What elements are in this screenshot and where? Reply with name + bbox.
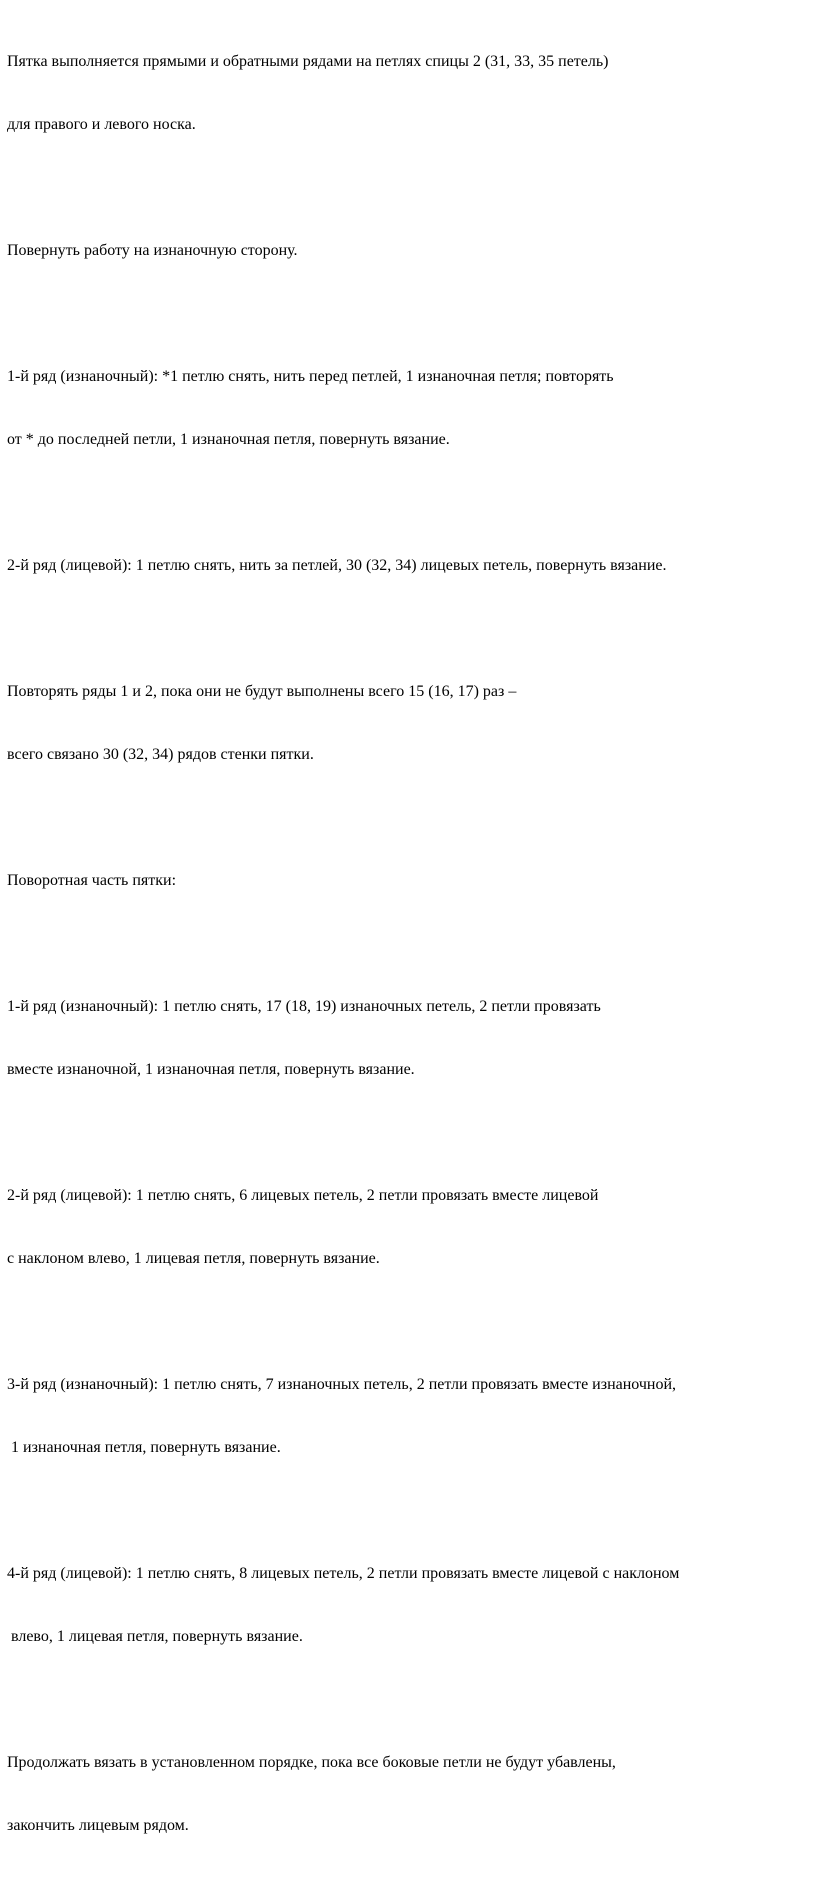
- text-line: вместе изнаночной, 1 изнаночная петля, повернуть вязание.: [7, 1061, 415, 1078]
- paragraph-heel-intro: [7, 9, 812, 177]
- text-line: Продолжать вязать в установленном порядке, пока все боковые петли не будут убавлены,: [7, 1754, 616, 1771]
- text-line: 1-й ряд (изнаночный): 1 петлю снять, 17 (18, 19) изнаночных петель, 2 петли провязать: [7, 998, 601, 1015]
- text-line: Повторять ряды 1 и 2, пока они не будут выполнены всего 15 (16, 17) раз –: [7, 683, 517, 700]
- text-line: всего связано 30 (32, 34) рядов стенки пятки.: [7, 746, 314, 763]
- text-line: от * до последней петли, 1 изнаночная петля, повернуть вязание.: [7, 431, 450, 448]
- text-line: 3-й ряд (изнаночный): 1 петлю снять, 7 изнаночных петель, 2 петли провязать вместе изнаночной,: [7, 1376, 677, 1393]
- paragraph-row-2-right-side: [7, 513, 812, 618]
- section-heading-heel-turn: [7, 828, 812, 933]
- paragraph-turn-row-1: [7, 954, 812, 1122]
- paragraph-turn-row-2: [7, 1143, 812, 1311]
- text-line: Пятка выполняется прямыми и обратными рядами на петлях спицы 2 (31, 33, 35 петель): [7, 53, 609, 70]
- paragraph-row-1-wrong-side: [7, 324, 812, 492]
- text-line: влево, 1 лицевая петля, повернуть вязание.: [7, 1628, 303, 1645]
- text-line: 4-й ряд (лицевой): 1 петлю снять, 8 лицевых петель, 2 петли провязать вместе лицевой с наклоном: [7, 1565, 680, 1582]
- paragraph-repeat-rows: [7, 639, 812, 807]
- text-line: 2-й ряд (лицевой): 1 петлю снять, 6 лицевых петель, 2 петли провязать вместе лицевой: [7, 1187, 599, 1204]
- text-line: с наклоном влево, 1 лицевая петля, повернуть вязание.: [7, 1250, 380, 1267]
- text-line: для правого и левого носка.: [7, 116, 196, 133]
- paragraph-continue: [7, 1710, 812, 1878]
- text-line: Повернуть работу на изнаночную сторону.: [7, 242, 298, 259]
- text-line: 1 изнаночная петля, повернуть вязание.: [7, 1439, 281, 1456]
- text-line: Поворотная часть пятки:: [7, 872, 177, 889]
- document-body: [7, 9, 812, 1899]
- text-line: 2-й ряд (лицевой): 1 петлю снять, нить за петлей, 30 (32, 34) лицевых петель, повернуть вязание.: [7, 557, 667, 574]
- paragraph-turn-row-3: [7, 1332, 812, 1500]
- paragraph-turn-row-4: [7, 1521, 812, 1689]
- paragraph-turn-work: [7, 198, 812, 303]
- text-line: закончить лицевым рядом.: [7, 1817, 189, 1834]
- text-line: 1-й ряд (изнаночный): *1 петлю снять, нить перед петлей, 1 изнаночная петля; повторять: [7, 368, 614, 385]
